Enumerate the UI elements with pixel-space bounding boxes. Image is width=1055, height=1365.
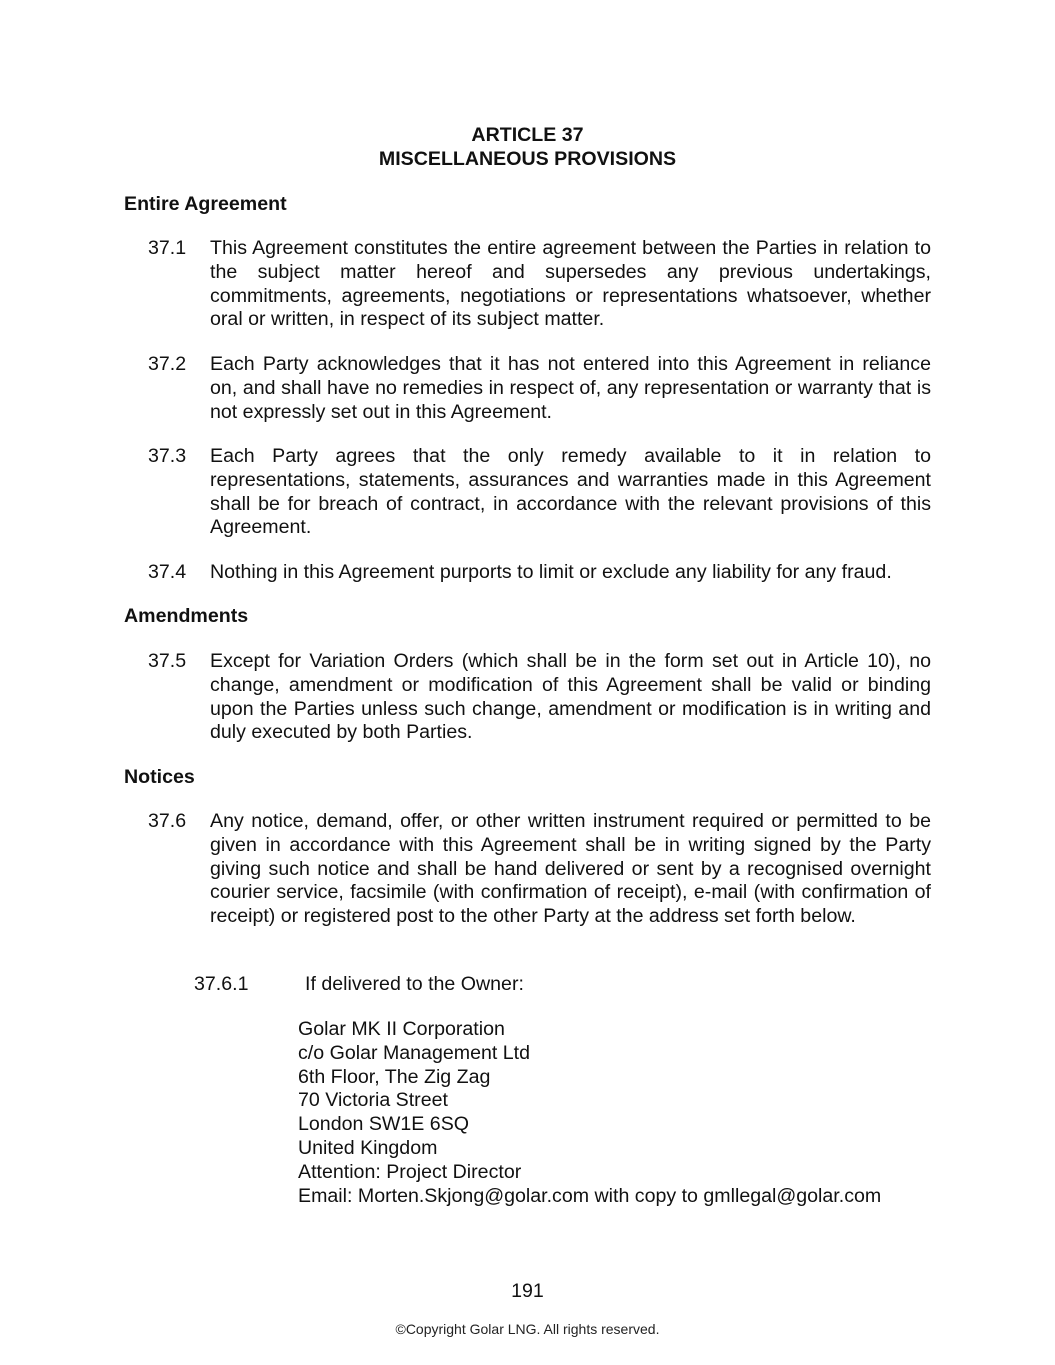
- subclause-text: If delivered to the Owner:: [305, 973, 524, 995]
- section-heading-notices: Notices: [124, 766, 195, 788]
- clause-text: Any notice, demand, offer, or other written instrument required or permitted to be given in accordance with this Agreement shall be in writing signed by the Party giving such notice and shall be hand delivered or sent by a recognised overnight courier service, facsimile (with confirmation of receipt), e-mail (with confirmation of receipt) or registered post to the other Party at the address set forth below.: [210, 810, 931, 928]
- clause-number: 37.5: [148, 650, 187, 672]
- owner-address-block: [298, 1018, 881, 1208]
- page-number: 191: [511, 1280, 544, 1302]
- address-attention: Attention: Project Director: [298, 1160, 522, 1183]
- address-company: Golar MK II Corporation: [298, 1018, 505, 1040]
- clause-37-6: [148, 810, 931, 929]
- clause-number: 37.1: [148, 237, 187, 259]
- copyright-notice: ©Copyright Golar LNG. All rights reserved.: [395, 1321, 660, 1337]
- clause-37-4: [148, 561, 931, 585]
- address-care-of: c/o Golar Management Ltd: [298, 1041, 530, 1064]
- clause-text: Each Party acknowledges that it has not entered into this Agreement in reliance on, and shall have no remedies in respect of, any representation or warranty that is not expressly set out in this Agreement.: [210, 353, 931, 423]
- section-heading-amendments: Amendments: [124, 605, 249, 627]
- address-floor: 6th Floor, The Zig Zag: [298, 1065, 491, 1088]
- clause-number: 37.2: [148, 353, 187, 375]
- clause-text: Except for Variation Orders (which shall be in the form set out in Article 10), no change, amendment or modification of this Agreement shall be valid or binding upon the Parties unless such change, amendment or modification is in writing and duly executed by both Parties.: [210, 650, 931, 744]
- clause-number: 37.3: [148, 445, 187, 467]
- address-country: United Kingdom: [298, 1136, 438, 1159]
- article-title: MISCELLANEOUS PROVISIONS: [378, 148, 677, 170]
- subclause-number: 37.6.1: [194, 973, 249, 995]
- clause-text: Nothing in this Agreement purports to limit or exclude any liability for any fraud.: [210, 561, 892, 583]
- section-heading-entire-agreement: Entire Agreement: [124, 193, 287, 215]
- clause-number: 37.4: [148, 561, 187, 583]
- clause-number: 37.6: [148, 810, 187, 832]
- clause-37-2: [148, 353, 931, 424]
- clause-37-1: [148, 237, 931, 332]
- address-city-postcode: London SW1E 6SQ: [298, 1113, 470, 1136]
- article-number: ARTICLE 37: [471, 124, 584, 146]
- address-email: Email: Morten.Skjong@golar.com with copy to gmllegal@golar.com: [298, 1184, 882, 1207]
- address-street: 70 Victoria Street: [298, 1089, 448, 1112]
- clause-text: This Agreement constitutes the entire agreement between the Parties in relation to the subject matter hereof and supersedes any previous undertakings, commitments, agreements, negotiations or representations whatsoever, whether oral or written, in respect of its subject matter.: [210, 237, 931, 331]
- clause-37-3: [148, 445, 931, 540]
- clause-text: Each Party agrees that the only remedy available to it in relation to representations, statements, assurances and warranties made in this Agreement shall be for breach of contract, in accordance with the relevant provisions of this Agreement.: [210, 445, 931, 539]
- clause-37-5: [148, 650, 931, 745]
